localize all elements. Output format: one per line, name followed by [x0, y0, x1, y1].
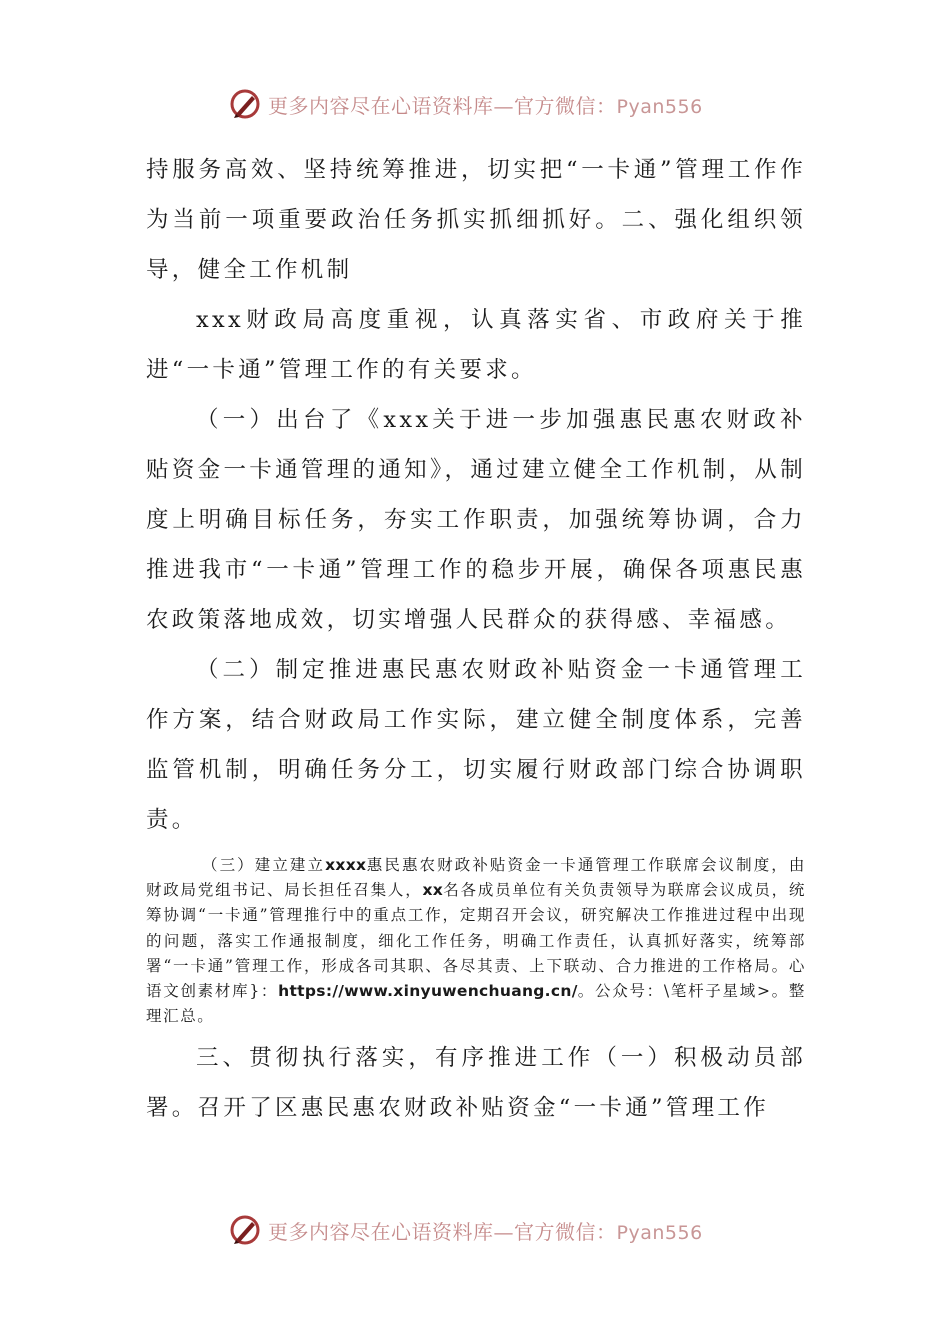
document-body	[146, 145, 806, 1133]
paragraph-6: 三、贯彻执行落实，有序推进工作（一）积极动员部署。召开了区惠民惠农财政补贴资金“一卡通”管理工作	[146, 1045, 806, 1122]
paragraph-5-small: （三）建立建立xxxx惠民惠农财政补贴资金一卡通管理工作联席会议制度，由财政局党组书记、局长担任召集人，xx名各成员单位有关负责领导为联席会议成员，统筹协调“一卡通”管理推行中的重点工作，定期召开会议，研究解决工作推进过程中出现的问题，落实工作通报制度，细化工作任务，明确工作责任，认真抓好落实，统筹部署“一卡通”管理工作，形成各司其职、各尽其责、上下联动、合力推进的工作格局。心语文创素材库}：https://www.xinyuwenchuang.cn/。公众号：\笔杆子星域>。整理汇总。	[146, 856, 806, 1026]
footer-banner	[228, 1208, 748, 1252]
footer-banner-text: 更多内容尽在心语资料库—官方微信：Pyan556	[268, 1219, 703, 1244]
header-banner	[228, 82, 748, 126]
pen-circle-logo-icon	[228, 1213, 262, 1247]
paragraph-2: xxx财政局高度重视，认真落实省、市政府关于推进“一卡通”管理工作的有关要求。	[146, 307, 806, 383]
paragraph-4: （二）制定推进惠民惠农财政补贴资金一卡通管理工作方案，结合财政局工作实际，建立健全制度体系，完善监管机制，明确任务分工，切实履行财政部门综合协调职责。	[146, 657, 806, 833]
wechat-id: Pyan556	[616, 95, 703, 118]
wechat-id: Pyan556	[616, 1221, 703, 1244]
header-banner-text: 更多内容尽在心语资料库—官方微信：Pyan556	[268, 93, 703, 118]
paragraph-3: （一）出台了《xxx关于进一步加强惠民惠农财政补贴资金一卡通管理的通知》，通过建立健全工作机制，从制度上明确目标任务，夯实工作职责，加强统筹协调，合力推进我市“一卡通”管理工作的稳步开展，确保各项惠民惠农政策落地成效，切实增强人民群众的获得感、幸福感。	[146, 407, 806, 633]
pen-circle-logo-icon	[228, 87, 262, 121]
paragraph-1: 持服务高效、坚持统筹推进，切实把“一卡通”管理工作作为当前一项重要政治任务抓实抓细抓好。二、强化组织领导，健全工作机制	[146, 157, 806, 283]
website-link: https://www.xinyuwenchuang.cn/	[278, 982, 578, 1001]
